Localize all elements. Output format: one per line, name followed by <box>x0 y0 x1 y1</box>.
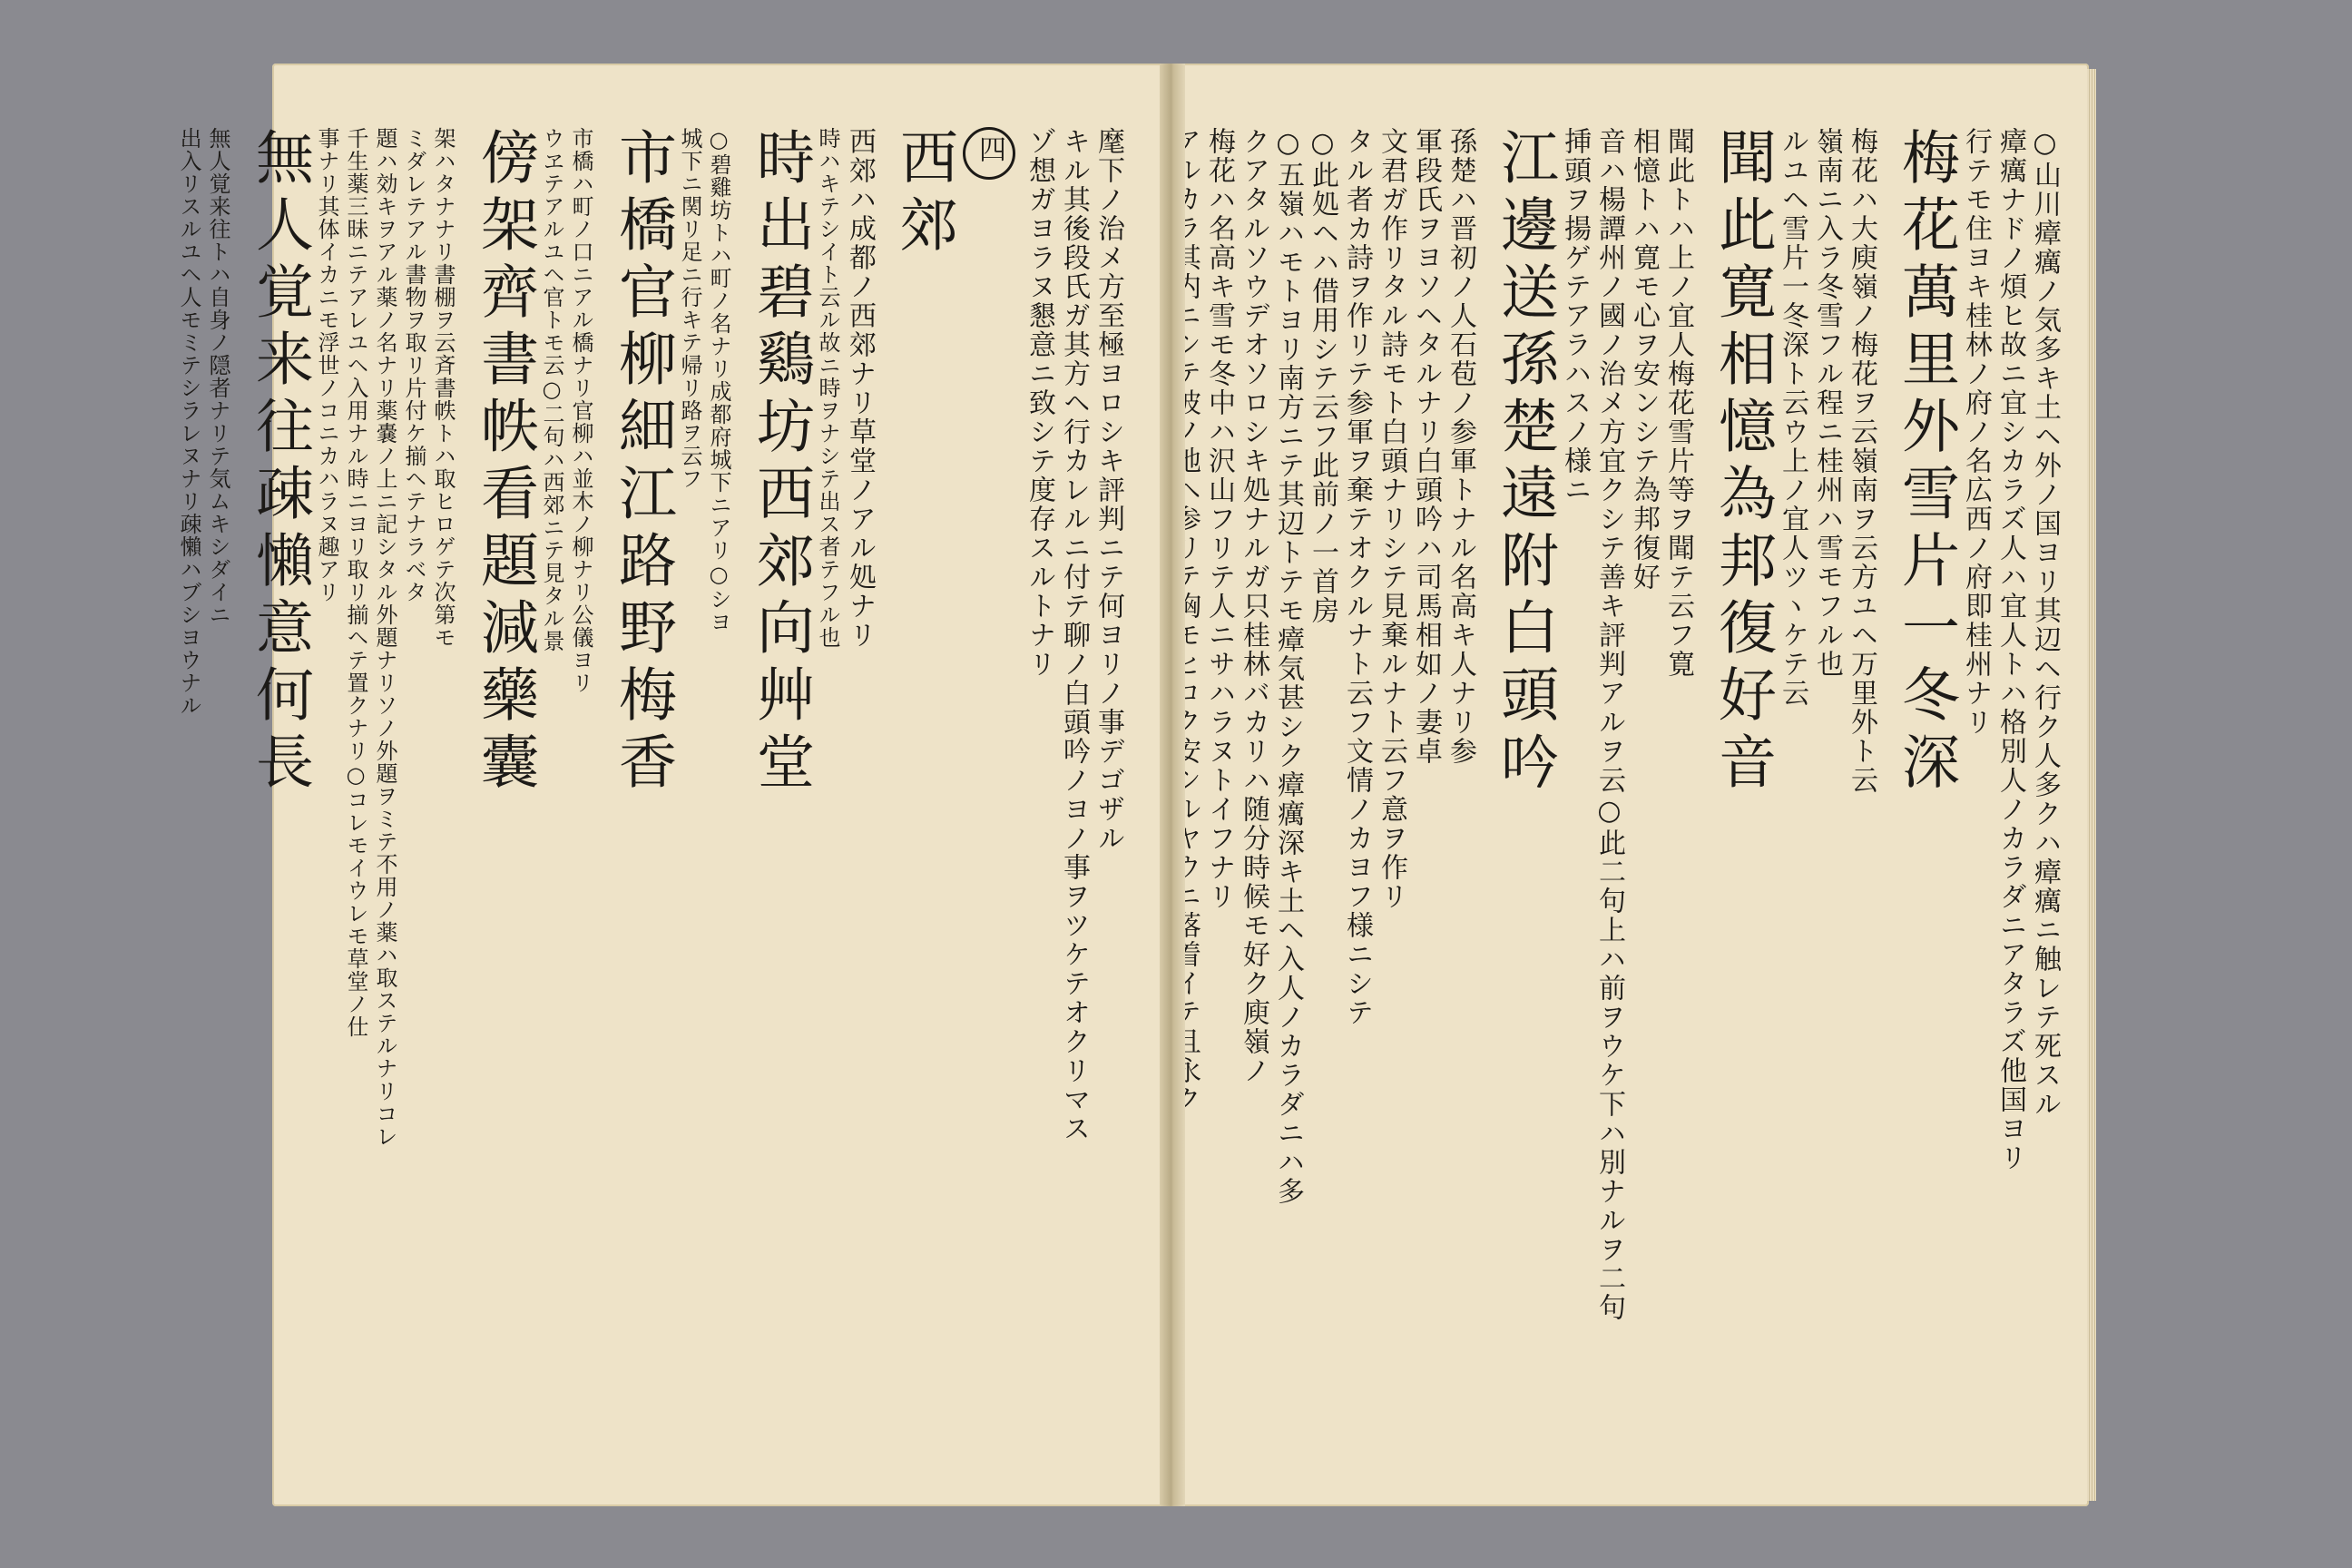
left-page-column: 無人覚来往トハ自身ノ隠者ナリテ気ムキシダイニ <box>205 127 230 626</box>
left-page <box>176 64 1163 1506</box>
right-page-column: タル者カ詩ヲ作リテ参軍ヲ棄テオクルナト云フ文情ノカヨフ様ニシテ <box>1341 127 1373 1027</box>
right-page-column: 軍段氏ヲヨソヘタルナリ白頭吟ハ司馬相如ノ妻卓 <box>1410 127 1442 766</box>
left-page-column: 時出碧鷄坊西郊向艸堂 <box>747 127 814 799</box>
left-page-column: ミダレテアル書物ヲ取リ片付ケ揃ヘテナラベタ <box>401 127 426 603</box>
left-page-column: 市橋官柳細江路野梅香 <box>609 127 676 799</box>
left-page-column <box>960 127 1018 194</box>
left-page-column: 無人覚来往疎懶意何長 <box>246 127 313 799</box>
section-number-mark: 四 <box>963 127 1015 180</box>
left-page-column: 城下ニ関リ足ニ行キテ帰リ路ヲ云フ <box>677 127 702 490</box>
left-page-column: 架ハタナナリ書棚ヲ云斉書帙トハ取ヒロゲテ次第モ <box>430 127 456 649</box>
left-page-column: 西郊ハ成都ノ西郊ナリ草堂ノアル処ナリ <box>844 127 876 650</box>
right-page-column: 瘴癘ナドノ煩ヒ故ニ宜シカラズ人ハ宜人トハ格別人ノカラダニアタラズ他国ヨリ <box>1994 127 2026 1172</box>
left-page-text <box>176 127 1125 1452</box>
right-page <box>1181 64 2089 1506</box>
left-page-column: 千生薬三昧ニテアレユヘ入用ナル時ニヨリ取リ揃ヘテ置クナリ○コレモイウレモ草堂ノ仕 <box>343 127 368 1038</box>
right-page-column: 江邊送孫楚遠附白頭吟 <box>1491 127 1558 799</box>
left-page-column: キル其後段氏ガ其方ヘ行カレルニ付テ聊ノ白頭吟ノヨノ事ヲツケテオクリマス <box>1058 127 1090 1143</box>
right-page-column: 行テモ住ヨキ桂林ノ府ノ名広西ノ府即桂州ナリ <box>1960 127 1992 737</box>
right-page-column: 梅花ハ名高キ雪モ冬中ハ沢山フリテ人ニサハラヌトイフナリ <box>1203 127 1235 911</box>
right-page-column: 梅花萬里外雪片一冬深 <box>1892 127 1959 799</box>
left-page-column: 時ハキテシイト云ル故ニ時ヲナシテ出ス者テフル也 <box>815 127 840 649</box>
right-page-column: クアタルソウデオソロシキ処ナルガ只桂林バカリハ随分時候モ好ク庾嶺ノ <box>1238 127 1269 1085</box>
left-page-column: 出入リスルユヘ人モミテシラレヌナリ疎懶ハブシヨウナル <box>176 127 201 717</box>
left-page-column: 題ハ効キヲアル薬ノ名ナリ薬嚢ノ上ニ記シタル外題ナリソノ外題ヲミテ不用ノ薬ハ取ステルナリコレ <box>372 127 397 1148</box>
right-page-column: 文君ガ作リタル詩モト白頭ナリシテ見棄ルナト云フ意ヲ作リ <box>1376 127 1407 911</box>
right-page-column: 聞此寛相憶為邦復好音 <box>1709 127 1776 799</box>
book-gutter <box>1160 64 1185 1506</box>
right-page-column: 相憶トハ寛モ心ヲ安ンシテ為邦復好 <box>1628 127 1660 592</box>
left-page-column: 傍架齊書帙看題減藥囊 <box>471 127 538 799</box>
right-page-column: ○五嶺ハモトヨリ南方ニテ其辺トテモ瘴気甚シク瘴癘深キ土ヘ入人ノカラダニハ多 <box>1272 127 1304 1206</box>
right-page-column: ○山川瘴癘ノ気多キ土ヘ外ノ国ヨリ其辺ヘ行ク人多クハ瘴癘ニ触レテ死スル <box>2029 127 2061 1119</box>
right-page-column: 音ハ楊譚州ノ國ノ治メ方宜クシテ善キ評判アルヲ云○此二句上ハ前ヲウケ下ハ別ナルヲ二句 <box>1593 127 1625 1322</box>
left-page-column: 市橋ハ町ノ口ニアル橋ナリ官柳ハ並木ノ柳ナリ公儀ヨリ <box>568 127 593 694</box>
right-page-column: ルユヘ雪片一冬深ト云ウ上ノ宜人ツヽケテ云 <box>1777 127 1808 708</box>
right-page-column: ○此処ヘハ借用シテ云フ此前ノ一首房 <box>1307 127 1338 625</box>
left-page-column: 麾下ノ治メ方至極ヨロシキ評判ニテ何ヨリノ事デゴザル <box>1093 127 1124 853</box>
open-book <box>176 64 2087 1506</box>
left-page-column: 事ナリ其体イカニモ浮世ノコニカハラヌ趣アリ <box>314 127 339 603</box>
right-page-text <box>1203 127 2062 1452</box>
right-page-column: 孫楚ハ晋初ノ人石苞ノ参軍トナル名高キ人ナリ参 <box>1445 127 1476 766</box>
left-page-column: 西郊 <box>890 127 957 261</box>
right-page-column: 挿頭ヲ揚ゲテアラハスノ様ニ <box>1559 127 1591 505</box>
right-page-column: 聞此トハ上ノ宜人梅花雪片等ヲ聞テ云フ寛 <box>1662 127 1694 679</box>
left-page-column: ウヱテアルユヘ官トモ云○二句ハ西郊ニテ見タル景 <box>539 127 564 652</box>
right-page-column: 嶺南ニ入ラ冬雪フル程ニ桂州ハ雪モフル也 <box>1811 127 1843 679</box>
left-page-column: ゾ想ガヨラヌ懇意ニ致シテ度存スルトナリ <box>1024 127 1055 679</box>
left-page-column: ○碧雞坊トハ町ノ名ナリ成都府城下ニアリ○シヨ <box>706 127 731 633</box>
page-edges <box>2087 69 2096 1501</box>
right-page-column: 梅花ハ大庾嶺ノ梅花ヲ云嶺南ヲ云方ユヘ万里外ト云 <box>1846 127 1877 795</box>
